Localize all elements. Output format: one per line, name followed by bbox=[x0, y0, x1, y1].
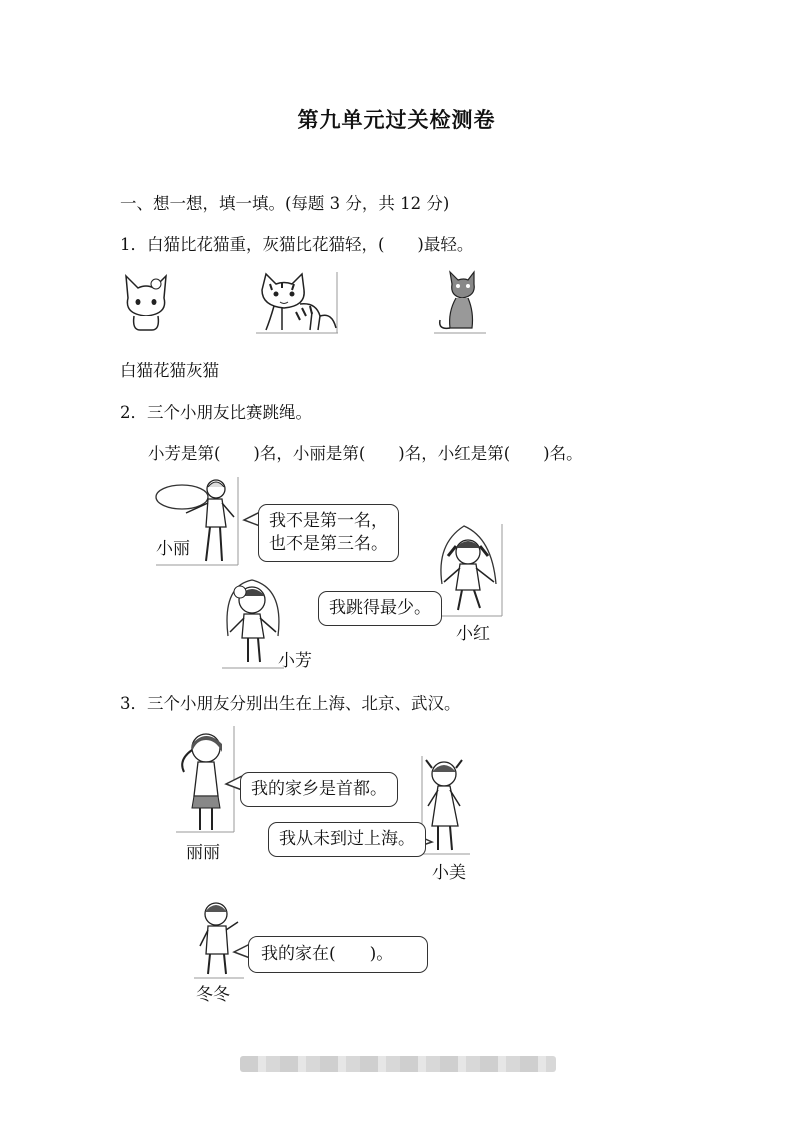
question-1-options: 白猫花猫灰猫 bbox=[120, 361, 219, 380]
name-xiaofang: 小芳 bbox=[278, 651, 312, 671]
speech-bubble-lili-q3 bbox=[240, 772, 398, 807]
question-2-prompt: 小芳是第( )名，小丽是第( )名，小红是第( )名。 bbox=[148, 444, 583, 463]
question-3-text: 3．三个小朋友分别出生在上海、北京、武汉。 bbox=[120, 694, 461, 713]
name-xiaomei: 小美 bbox=[432, 863, 466, 883]
speech-bubble-dongdong bbox=[248, 936, 428, 973]
question-1-text: 1．白猫比花猫重，灰猫比花猫轻，( )最轻。 bbox=[120, 235, 474, 254]
speech-bubble-lili bbox=[258, 504, 399, 562]
name-lili-q3: 丽丽 bbox=[186, 843, 220, 863]
name-dongdong: 冬冬 bbox=[196, 985, 230, 1005]
bubble-lili-q3-text: 我的家乡是首都。 bbox=[251, 779, 387, 799]
speech-bubble-xiaohong bbox=[318, 591, 442, 626]
gray-cat-icon bbox=[434, 272, 486, 334]
name-lili: 小丽 bbox=[156, 534, 190, 559]
bubble-dongdong-text: 我的家在( )。 bbox=[261, 944, 394, 964]
bubble-lili-line-2: 也不是第三名。 bbox=[269, 534, 388, 554]
bubble-xiaomei-text: 我从未到过上海。 bbox=[279, 829, 415, 849]
bubble-lili-line-1: 我不是第一名， bbox=[269, 511, 388, 531]
tabby-cat-icon bbox=[256, 272, 338, 334]
white-cat-icon bbox=[118, 268, 174, 334]
page-title: 第九单元过关检测卷 bbox=[297, 107, 496, 132]
blurred-footer-watermark bbox=[240, 1056, 556, 1072]
bubble-xiaohong-text: 我跳得最少。 bbox=[329, 598, 431, 618]
speech-bubble-xiaomei bbox=[268, 822, 426, 857]
boy-dongdong-icon bbox=[194, 900, 246, 980]
girl-xiaofang-jumping-icon bbox=[222, 576, 286, 670]
name-xiaohong: 小红 bbox=[456, 624, 490, 644]
section-heading: 一、想一想，填一填。(每题 3 分，共 12 分) bbox=[120, 194, 450, 213]
girl-xiaohong-jumping-icon bbox=[436, 524, 504, 618]
question-2-text: 2．三个小朋友比赛跳绳。 bbox=[120, 403, 312, 422]
